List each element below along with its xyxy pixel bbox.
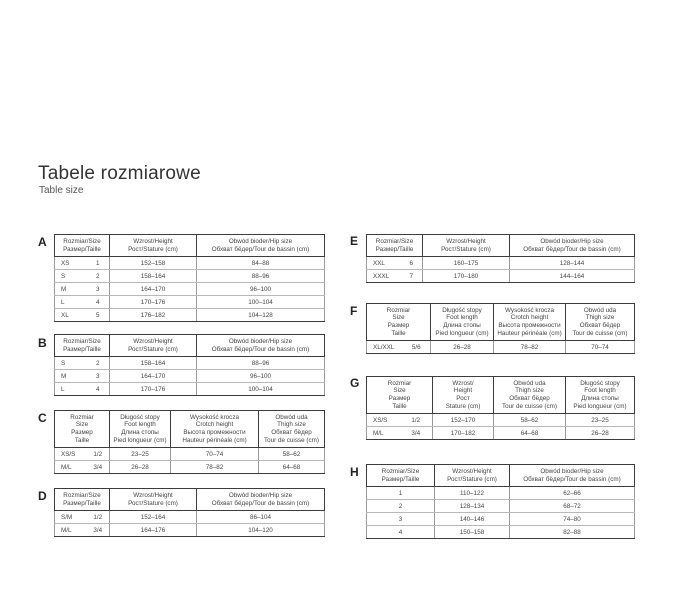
table-cell: 152–164 — [110, 511, 197, 524]
table-e-header-cell: Rozmiar/Size Размер/Taille — [367, 235, 423, 257]
table-cell: 3/4 — [87, 461, 110, 474]
table-cell: 23–25 — [110, 448, 171, 461]
table-cell: 140–146 — [435, 513, 510, 526]
table-row — [55, 383, 325, 396]
table-cell: 70–74 — [171, 448, 259, 461]
table-cell: S/M — [55, 511, 87, 524]
table-cell: 58–62 — [494, 414, 566, 427]
table-row — [55, 511, 325, 524]
table-cell: 26–28 — [110, 461, 171, 474]
table-h-header-row — [367, 465, 635, 487]
table-row — [55, 448, 325, 461]
table-cell: 26–28 — [566, 427, 635, 440]
table-c-header-cell: Obwód uda Thigh size Обхват бёдер Tour de cuisse (cm) — [259, 411, 325, 448]
table-d-header-cell: Rozmiar/Size Размер/Taille — [55, 489, 110, 511]
table-cell: 82–88 — [510, 526, 635, 539]
table-row — [55, 270, 325, 283]
table-cell: 158–164 — [110, 357, 197, 370]
table-a-header-cell: Wzrost/Height Рост/Stature (cm) — [110, 235, 197, 257]
table-g-header-row — [367, 377, 635, 414]
table-a-header-cell: Rozmiar/Size Размер/Taille — [55, 235, 110, 257]
table-cell: 23–25 — [566, 414, 635, 427]
table-cell: 1 — [367, 487, 435, 500]
table-cell: 74–80 — [510, 513, 635, 526]
table-h-letter: H — [350, 465, 359, 479]
table-cell: S — [55, 357, 87, 370]
table-row — [55, 309, 325, 322]
table-cell: 64–68 — [494, 427, 566, 440]
table-f-header-cell: Długość stopy Foot length Длина стопы Pied longueur (cm) — [431, 304, 494, 341]
table-cell: 160–175 — [423, 257, 510, 270]
table-cell: 2 — [87, 270, 110, 283]
table-f-header-row — [367, 304, 635, 341]
table-row — [367, 487, 635, 500]
table-cell: 3 — [87, 283, 110, 296]
table-cell: M/L — [367, 427, 400, 440]
table-cell: 100–104 — [197, 296, 325, 309]
table-cell: 170–182 — [433, 427, 494, 440]
table-cell: 68–72 — [510, 500, 635, 513]
table-b-header-row — [55, 335, 325, 357]
table-cell: 164–176 — [110, 524, 197, 537]
table-row — [55, 257, 325, 270]
table-row — [55, 461, 325, 474]
table-cell: 110–122 — [435, 487, 510, 500]
size-table-e — [366, 234, 635, 283]
table-cell: 3/4 — [400, 427, 433, 440]
table-e-header-cell: Obwód bioder/Hip size Обхват бёдер/Tour de bassin (cm) — [510, 235, 635, 257]
table-c-header-cell: Wysokość krocza Crotch height Высота промежности Hauteur périnéale (cm) — [171, 411, 259, 448]
size-table-c — [54, 410, 325, 474]
table-cell: 4 — [367, 526, 435, 539]
size-table-d — [54, 488, 325, 537]
table-b-header-cell: Wzrost/Height Рост/Stature (cm) — [110, 335, 197, 357]
table-cell: 170–176 — [110, 383, 197, 396]
table-e-letter: E — [350, 234, 359, 248]
table-row — [55, 296, 325, 309]
table-row — [367, 526, 635, 539]
table-cell: M/L — [55, 524, 87, 537]
table-row — [367, 427, 635, 440]
table-cell: M — [55, 370, 87, 383]
table-row — [55, 524, 325, 537]
table-cell: 2 — [367, 500, 435, 513]
table-f-letter: F — [350, 304, 358, 318]
table-a-letter: A — [38, 235, 47, 249]
table-cell: 26–28 — [431, 341, 494, 354]
table-cell: L — [55, 296, 87, 309]
table-c-header-cell: Długość stopy Foot length Длина стопы Pied longueur (cm) — [110, 411, 171, 448]
table-f-header-cell: Wysokość krocza Crotch height Высота промежности Hauteur périnéale (cm) — [494, 304, 566, 341]
table-g-letter: G — [350, 376, 360, 390]
table-cell: 4 — [87, 296, 110, 309]
table-cell: 3/4 — [87, 524, 110, 537]
table-d-letter: D — [38, 489, 47, 503]
table-cell: XS/S — [55, 448, 87, 461]
table-row — [367, 513, 635, 526]
table-cell: 176–182 — [110, 309, 197, 322]
table-cell: 3 — [87, 370, 110, 383]
table-row — [55, 357, 325, 370]
table-cell: XXXL — [367, 270, 401, 283]
table-g-header-cell: Długość stopy Foot length Длина стопы Pied longueur (cm) — [566, 377, 635, 414]
table-cell: XL/XXL — [367, 341, 403, 354]
table-cell: L — [55, 383, 87, 396]
table-cell: 6 — [401, 257, 423, 270]
table-cell: 158–164 — [110, 270, 197, 283]
table-cell: 144–164 — [510, 270, 635, 283]
size-table-a — [54, 234, 325, 322]
table-d-header-cell: Obwód bioder/Hip size Обхват бёдер/Tour de bassin (cm) — [197, 489, 325, 511]
table-c-letter: C — [38, 411, 47, 425]
table-a-header-cell: Obwód bioder/Hip size Обхват бёдер/Tour de bassin (cm) — [197, 235, 325, 257]
table-cell: M/L — [55, 461, 87, 474]
size-table-f — [366, 303, 635, 354]
table-cell: 7 — [401, 270, 423, 283]
table-cell: XS — [55, 257, 87, 270]
table-row — [367, 500, 635, 513]
table-e-header-cell: Wzrost/Height Рост/Stature (cm) — [423, 235, 510, 257]
table-g-header-cell: Obwód uda Thigh size Обхват бёдер Tour de cuisse (cm) — [494, 377, 566, 414]
table-row — [367, 414, 635, 427]
table-cell: 128–134 — [435, 500, 510, 513]
table-b-letter: B — [38, 336, 47, 350]
table-h-header-cell: Rozmiar/Size Размер/Taille — [367, 465, 435, 487]
table-cell: M — [55, 283, 87, 296]
table-row — [367, 270, 635, 283]
table-cell: 70–74 — [566, 341, 635, 354]
table-cell: 5 — [87, 309, 110, 322]
table-cell: XS/S — [367, 414, 400, 427]
page-subtitle: Table size — [39, 185, 84, 196]
table-cell: 5/6 — [403, 341, 431, 354]
table-h-header-cell: Obwód bioder/Hip size Обхват бёдер/Tour de bassin (cm) — [510, 465, 635, 487]
table-cell: 96–100 — [197, 370, 325, 383]
table-cell: 164–170 — [110, 283, 197, 296]
table-cell: 3 — [367, 513, 435, 526]
table-f-header-cell: Obwód uda Thigh size Обхват бёдер Tour de cuisse (cm) — [566, 304, 635, 341]
table-e-header-row — [367, 235, 635, 257]
table-g-header-cell: Wzrost/ Height Рост Stature (cm) — [433, 377, 494, 414]
table-cell: 84–88 — [197, 257, 325, 270]
table-cell: 1/2 — [87, 448, 110, 461]
table-cell: 88–96 — [197, 270, 325, 283]
table-f-header-cell: Rozmiar Size Размер Taille — [367, 304, 431, 341]
page-title: Tabele rozmiarowe — [38, 163, 201, 184]
table-row — [55, 370, 325, 383]
table-cell: S — [55, 270, 87, 283]
table-cell: 2 — [87, 357, 110, 370]
table-cell: 1/2 — [87, 511, 110, 524]
table-cell: 86–104 — [197, 511, 325, 524]
table-cell: 170–180 — [423, 270, 510, 283]
table-cell: 1/2 — [400, 414, 433, 427]
size-table-h — [366, 464, 635, 539]
table-cell: 4 — [87, 383, 110, 396]
table-cell: XXL — [367, 257, 401, 270]
size-table-b — [54, 334, 325, 396]
table-cell: 1 — [87, 257, 110, 270]
table-cell: 128–144 — [510, 257, 635, 270]
table-d-header-row — [55, 489, 325, 511]
table-cell: 150–158 — [435, 526, 510, 539]
table-cell: 62–66 — [510, 487, 635, 500]
table-cell: 170–176 — [110, 296, 197, 309]
table-cell: 104–128 — [197, 309, 325, 322]
table-c-header-row — [55, 411, 325, 448]
table-row — [55, 283, 325, 296]
table-row — [367, 341, 635, 354]
table-cell: 164–170 — [110, 370, 197, 383]
table-h-header-cell: Wzrost/Height Рост/Stature (cm) — [435, 465, 510, 487]
table-cell: XL — [55, 309, 87, 322]
table-cell: 100–104 — [197, 383, 325, 396]
table-cell: 78–82 — [494, 341, 566, 354]
table-g-header-cell: Rozmiar Size Размер Taille — [367, 377, 433, 414]
table-c-header-cell: Rozmiar Size Размер Taille — [55, 411, 110, 448]
table-row — [367, 257, 635, 270]
table-cell: 64–68 — [259, 461, 325, 474]
table-cell: 152–170 — [433, 414, 494, 427]
table-b-header-cell: Obwód bioder/Hip size Обхват бёдер/Tour de bassin (cm) — [197, 335, 325, 357]
table-cell: 152–158 — [110, 257, 197, 270]
table-a-header-row — [55, 235, 325, 257]
table-cell: 96–100 — [197, 283, 325, 296]
table-cell: 58–62 — [259, 448, 325, 461]
table-cell: 78–82 — [171, 461, 259, 474]
table-cell: 88–96 — [197, 357, 325, 370]
table-b-header-cell: Rozmiar/Size Размер/Taille — [55, 335, 110, 357]
size-table-g — [366, 376, 635, 440]
table-d-header-cell: Wzrost/Height Рост/Stature (cm) — [110, 489, 197, 511]
table-cell: 104–120 — [197, 524, 325, 537]
